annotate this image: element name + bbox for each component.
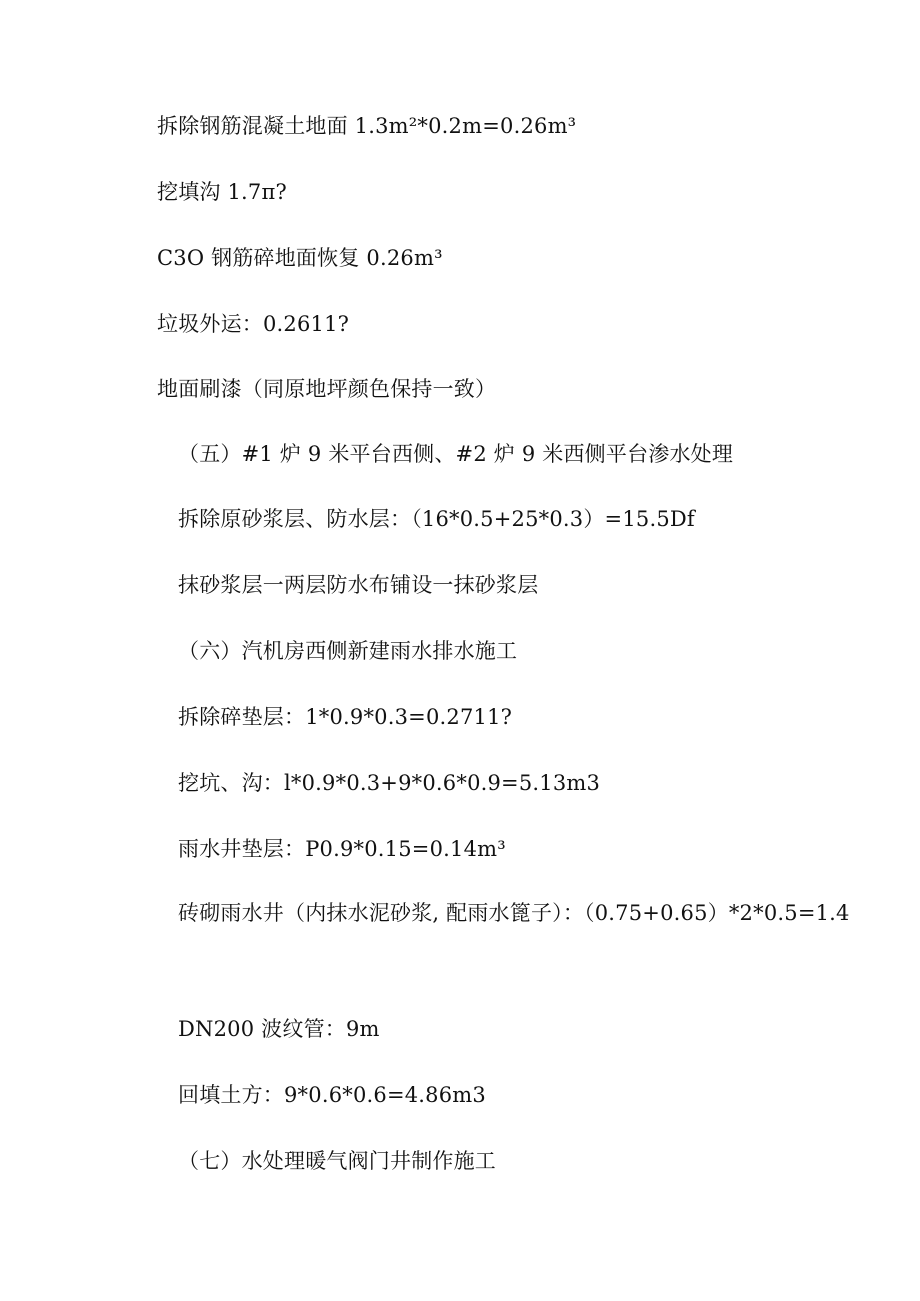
section-heading-5: （五）#1 炉 9 米平台西侧、#2 炉 9 米西侧平台渗水处理: [178, 442, 734, 466]
line-backfill-earthwork: 回填土方：9*0.6*0.6=4.86m3: [178, 1083, 486, 1107]
line-remove-mortar-waterproof: 拆除原砂浆层、防水层：（16*0.5+25*0.3）=15.5Df: [178, 507, 695, 531]
section-heading-6: （六）汽机房西侧新建雨水排水施工: [178, 639, 518, 663]
line-rain-well-cushion: 雨水井垫层：P0.9*0.15=0.14m³: [178, 837, 506, 861]
line-dig-fill-trench: 挖填沟 1.7π?: [157, 180, 287, 204]
line-brick-rain-well: 砖砌雨水井（内抹水泥砂浆, 配雨水篦子）：（0.75+0.65）*2*0.5=1.4: [178, 901, 850, 925]
line-remove-cushion: 拆除碎垫层：1*0.9*0.3=0.2711?: [178, 705, 513, 729]
line-dig-pit-trench: 挖坑、沟：l*0.9*0.3+9*0.6*0.9=5.13m3: [178, 771, 601, 795]
line-floor-painting: 地面刷漆（同原地坪颜色保持一致）: [157, 377, 497, 401]
line-mortar-waterproof-layers: 抹砂浆层一两层防水布铺设一抹砂浆层: [178, 573, 539, 597]
line-c30-floor-restore: C3O 钢筋碎地面恢复 0.26m³: [157, 246, 443, 270]
section-heading-7: （七）水处理暖气阀门井制作施工: [178, 1149, 496, 1173]
line-waste-transport: 垃圾外运：0.2611?: [157, 312, 350, 336]
line-dn200-pipe: DN200 波纹管：9m: [178, 1017, 380, 1041]
line-demolish-concrete-floor: 拆除钢筋混凝土地面 1.3m²*0.2m=0.26m³: [157, 114, 577, 138]
